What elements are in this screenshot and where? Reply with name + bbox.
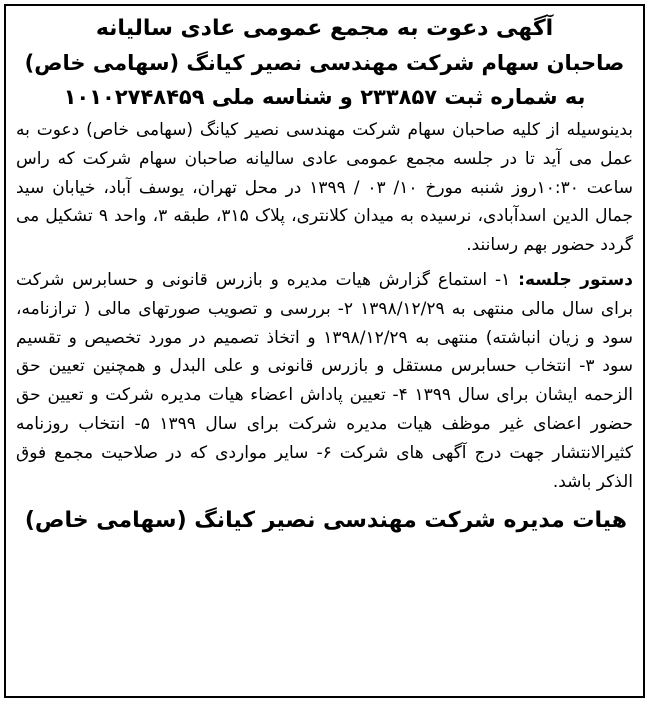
- signature: هیات مدیره شرکت مهندسی نصیر کیانگ (سهامی خاص): [24, 508, 627, 534]
- invitation-paragraph: بدینوسیله از کلیه صاحبان سهام شرکت مهندسی نصیر کیانگ (سهامی خاص) دعوت به عمل می آید تا در جلسه مجمع عمومی عادی سالیانه صاحبان سهام شرکت که راس ساعت ۱۰:۳۰روز شنبه مورخ ۱۰/ ۰۳ / ۱۳۹۹ در محل تهران، یوسف آباد، خیابان سید جمال الدین اسدآبادی، نرسیده به میدان کلانتری، پلاک ۳۱۵، طبقه ۳، واحد ۹ تشکیل می گردد حضور بهم رسانند.: [16, 120, 634, 256]
- registration-info: به شماره ثبت ۲۳۳۸۵۷ و شناسه ملی ۱۰۱۰۲۷۴۸۴۵۹: [63, 85, 586, 109]
- agenda-items: ۱- استماع گزارش هیات مدیره و بازرس قانونی و حسابرس شرکت برای سال مالی منتهی به ۱۳۹۸/۱۲/۲۹ ۲- بررسی و تصویب صورتهای مالی ( ترازنامه، سود و زیان انباشته) منتهی به ۱۳۹۸/۱۲/۲۹ و اتخاذ تصمیم در مورد تخصیص و تقسیم سود ۳- انتخاب حسابرس مستقل و بازرس قانونی و علی البدل و همچنین تعیین حق الزحمه ایشان برای سال ۱۳۹۹ ۴- تعیین پاداش اعضاء هیات مدیره شرکت و تعیین حق حضور اعضای غیر موظف هیات مدیره شرکت برای سال ۱۳۹۹ ۵- انتخاب روزنامه کثیرالانتشار جهت درج آگهی های شرکت ۶- سایر مواردی که در صلاحیت مجمع فوق الذکر باشد.: [16, 269, 633, 492]
- company-name: صاحبان سهام شرکت مهندسی نصیر کیانگ (سهامی خاص): [24, 51, 625, 75]
- notice-box: [4, 4, 645, 698]
- agenda-label: دستور جلسه:: [518, 269, 634, 290]
- notice-title: آگهی دعوت به مجمع عمومی عادی سالیانه: [95, 16, 554, 41]
- agenda-paragraph: [16, 266, 633, 496]
